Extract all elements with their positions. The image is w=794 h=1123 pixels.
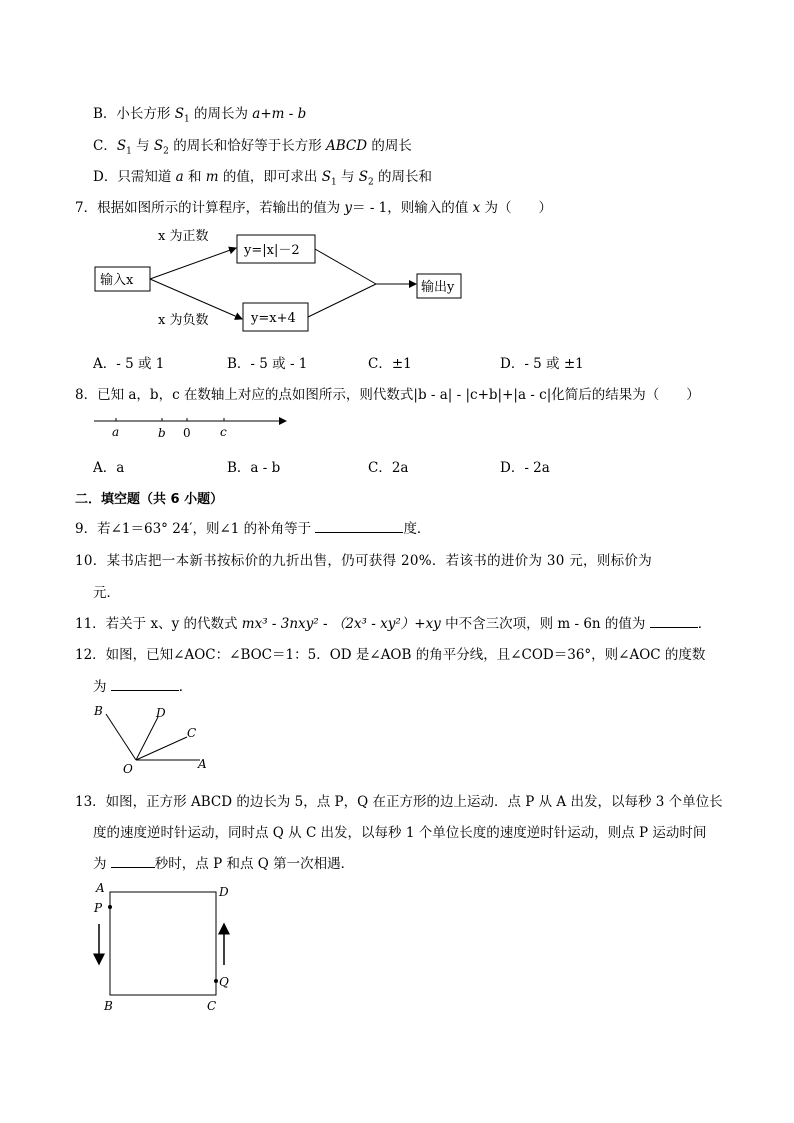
q6-d-s2: S [358,169,369,185]
q12-text-b: ． [178,679,193,695]
flow-branch-pos: x 为正数 [158,229,209,244]
q6-b-s: S [174,106,184,122]
ray-ob [106,714,136,760]
fig13-label-d: D [219,885,229,899]
q6-b-mid: 的周长为 [189,106,253,122]
square-abcd [110,892,216,995]
q12-answer-blank[interactable] [111,678,179,691]
flow-branch-neg: x 为负数 [158,313,209,328]
q6-option-d [93,165,432,188]
q13-line2: 度的速度逆时针运动，同时点 Q 从 C 出发，以每秒 1 个单位长度的速度逆时针运动，则点 P 运动时间 [93,825,707,841]
fig13-label-c: C [207,999,217,1013]
q6-d-sub1: 1 [330,177,337,188]
ray-od [136,717,158,760]
q13-line3 [93,852,354,872]
label-c: c [220,425,227,439]
q6-option-b [93,102,306,125]
flow-join-top [315,249,376,284]
flow-join-bottom [308,284,376,317]
q11-text-c: ． [697,616,712,632]
q7-text-b: ＝ - 1，则输入的值 [352,200,473,216]
q6-c-t1: 与 [131,138,154,154]
q6-d-m: m [205,169,219,185]
q10-line2: 元． [93,585,120,601]
q7-option-b: B．- 5 或 - 1 [227,356,308,372]
q9 [75,517,430,537]
q7-text-a: 7．根据如图所示的计算程序，若输出的值为 [75,200,345,216]
q9-text-b: 度． [403,521,431,537]
fig13-label-p: P [94,901,103,915]
q12-angle-figure [88,700,218,780]
q12-line1: 12．如图，已知∠AOC：∠BOC＝1：5．OD 是∠AOB 的角平分线，且∠COD＝36°，则∠AOC 的度数 [75,647,706,663]
q11 [75,612,711,632]
q6-option-c [93,134,412,157]
flow-input-label: 输入x [100,273,134,288]
q13-square-figure [86,876,246,1016]
flow-formula-neg: y=x+4 [251,311,296,326]
q8-option-b: B．a - b [227,460,281,476]
q6-c-t3: 的周长 [367,138,412,154]
q13-answer-blank[interactable] [111,855,155,868]
q11-expr: mx³ - 3nxy² - （2x³ - xy²）+xy [241,616,441,632]
q11-text-b: 中不含三次项，则 m - 6n 的值为 [440,616,650,632]
q12-line2 [93,675,192,695]
q6-c-sub2: 2 [163,146,169,157]
flow-formula-pos: y=|x|－2 [244,243,300,258]
section-heading: 二．填空题（共 6 小题） [75,492,224,507]
q7-option-a: A．- 5 或 1 [93,356,165,372]
fig12-label-o: O [123,762,133,776]
flow-arrow-pos [150,248,236,279]
q9-answer-blank[interactable] [315,520,403,533]
q6-d-t3: 与 [336,169,359,185]
label-a: a [112,425,120,439]
q7-flowchart [80,222,480,340]
q6-d-t1: 和 [183,169,206,185]
q8-option-a: A．a [93,460,125,476]
q7-x: x [472,200,481,216]
q6-c-s1: S [116,138,127,154]
q13-line1: 13．如图，正方形 ABCD 的边长为 5，点 P，Q 在正方形的边上运动．点 P 从 A 出发，以每秒 3 个单位长 [75,794,723,810]
fig13-label-b: B [104,999,113,1013]
q6-d-a: a [175,169,184,185]
q7-text-c: 为（ ） [480,200,552,216]
q6-c-sub1: 1 [126,146,132,157]
q6-b-expr: a+m - b [252,106,307,122]
q8-option-c: C．2a [368,460,409,476]
q6-d-prefix: D．只需知道 [93,169,176,185]
ray-oc [136,737,187,760]
q13-text-a: 为 [93,856,111,872]
q9-text-a: 9．若∠1＝63° 24′，则∠1 的补角等于 [75,521,316,537]
fig13-label-a: A [96,881,105,895]
q12-text-a: 为 [93,679,111,695]
q7-stem [75,196,552,216]
q6-c-prefix: C． [93,138,117,154]
q7-y: y [344,200,353,216]
fig12-label-c: C [187,726,197,740]
q6-d-t2: 的值，即可求出 [218,169,322,185]
fig13-label-q: Q [219,975,229,989]
q13-text-b: 秒时，点 P 和点 Q 第一次相遇． [154,856,355,872]
q8-number-line [90,410,300,444]
fig12-label-b: B [94,704,103,718]
q8-option-d: D．- 2a [500,460,550,476]
q6-c-s2: S [153,138,164,154]
q6-d-sub2: 2 [368,177,374,188]
q6-c-t2: 的周长和恰好等于长方形 [168,138,326,154]
q7-option-d: D．- 5 或 ±1 [500,356,584,372]
q6-b-prefix: B．小长方形 [93,106,175,122]
q11-answer-blank[interactable] [650,615,698,628]
q10-line1: 10．某书店把一本新书按标价的九折出售，仍可获得 20%．若该书的进价为 30 元，则标价为 [75,553,653,569]
q6-b-sub: 1 [183,114,190,125]
fig12-label-d: D [156,706,166,720]
label-0: 0 [183,426,191,440]
label-b: b [158,426,166,440]
point-q [214,979,218,983]
fig12-label-a: A [198,757,207,771]
q8-stem: 8．已知 a，b，c 在数轴上对应的点如图所示，则代数式|b - a| - |c+b|+|a - c|化简后的结果为（ ） [75,387,700,403]
q6-d-s1: S [321,169,331,185]
q6-c-abcd: ABCD [326,138,368,154]
q11-text-a: 11．若关于 x、y 的代数式 [75,616,242,632]
point-p [108,905,112,909]
q7-option-c: C．±1 [368,356,412,372]
q6-d-t4: 的周长和 [373,169,433,185]
flow-output-label: 输出y [421,280,455,295]
